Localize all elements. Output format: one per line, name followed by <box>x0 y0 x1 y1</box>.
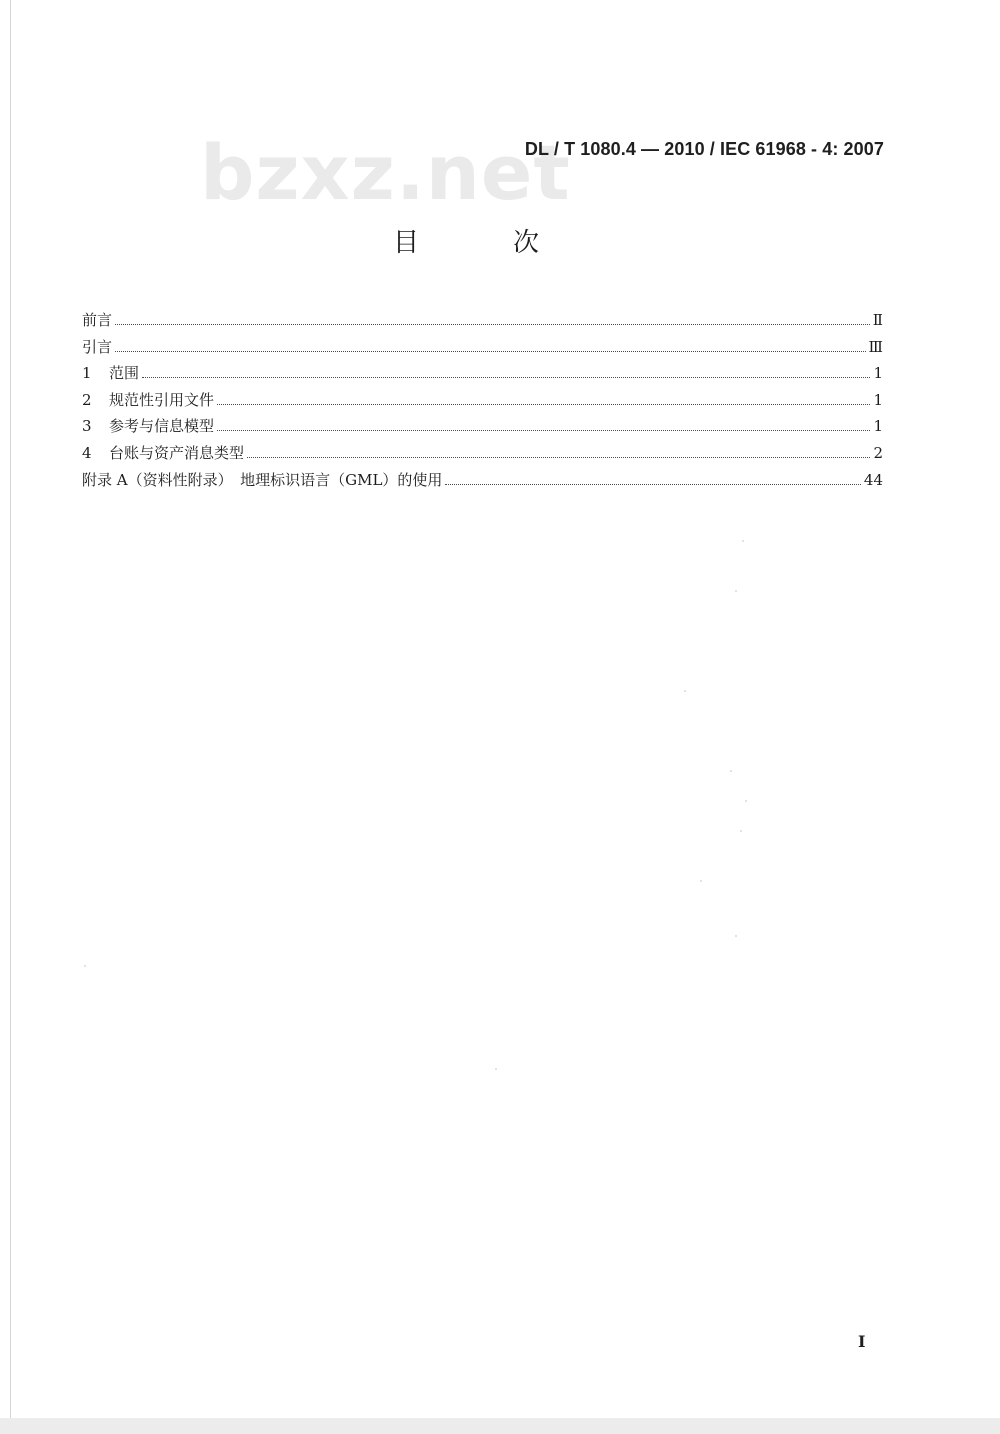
standard-number: DL / T 1080.4 — 2010 / IEC 61968 - 4: 2007 <box>524 139 884 159</box>
toc-entry-page: 1 <box>873 417 883 436</box>
toc-entry-number: 2 <box>82 390 92 409</box>
toc-entry-number: 1 <box>82 364 92 383</box>
scan-speck <box>735 935 737 937</box>
toc-entry-text: 附录 A（资料性附录） 地理标识语言（GML）的使用 <box>82 470 443 489</box>
toc-dot-leader <box>115 324 870 325</box>
toc-entry-message-types[interactable] <box>82 440 883 467</box>
toc-entry-text: 参考与信息模型 <box>109 417 215 436</box>
toc-entry-text: 引言 <box>82 337 113 356</box>
toc-title: 目 次 <box>392 228 573 258</box>
scan-speck <box>495 1068 497 1070</box>
toc-dot-leader <box>115 351 866 352</box>
watermark: bzxz.net <box>200 128 571 217</box>
toc-dot-leader <box>142 377 870 378</box>
page-number: I <box>858 1332 866 1351</box>
scan-binding-edge <box>10 0 11 1420</box>
scan-speck <box>84 965 86 967</box>
toc-entry-page: 2 <box>873 443 883 462</box>
toc-entry-page: Ⅱ <box>872 311 883 329</box>
toc-entry-text: 范围 <box>109 364 140 383</box>
toc-entry-page: 44 <box>863 470 883 489</box>
scan-speck <box>740 830 742 832</box>
toc-dot-leader <box>445 484 861 485</box>
toc-entry-text: 规范性引用文件 <box>109 390 215 409</box>
toc-entry-text: 前言 <box>82 311 113 329</box>
toc-entry-number: 3 <box>82 417 92 436</box>
toc-entry-page: Ⅲ <box>868 337 883 356</box>
toc-entry-page: 1 <box>873 390 883 409</box>
scan-speck <box>730 770 732 772</box>
toc-entry-annex-a[interactable] <box>82 467 883 494</box>
toc-entry-foreword[interactable] <box>82 307 883 334</box>
scan-speck <box>745 800 747 802</box>
toc-entry-scope[interactable] <box>82 360 883 387</box>
toc-dot-leader <box>217 404 870 405</box>
toc-entry-page: 1 <box>873 364 883 383</box>
scan-speck <box>742 540 744 542</box>
table-of-contents <box>82 307 883 493</box>
scan-speck <box>700 880 702 882</box>
toc-entry-normative-references[interactable] <box>82 387 883 414</box>
toc-entry-text: 台账与资产消息类型 <box>109 443 245 462</box>
toc-entry-introduction[interactable] <box>82 334 883 361</box>
toc-dot-leader <box>247 457 870 458</box>
toc-dot-leader <box>217 430 870 431</box>
viewer-bottom-band <box>0 1418 1000 1434</box>
scan-speck <box>684 690 686 692</box>
toc-entry-reference-info-model[interactable] <box>82 413 883 440</box>
toc-entry-number: 4 <box>82 443 92 462</box>
scan-speck <box>735 590 737 592</box>
